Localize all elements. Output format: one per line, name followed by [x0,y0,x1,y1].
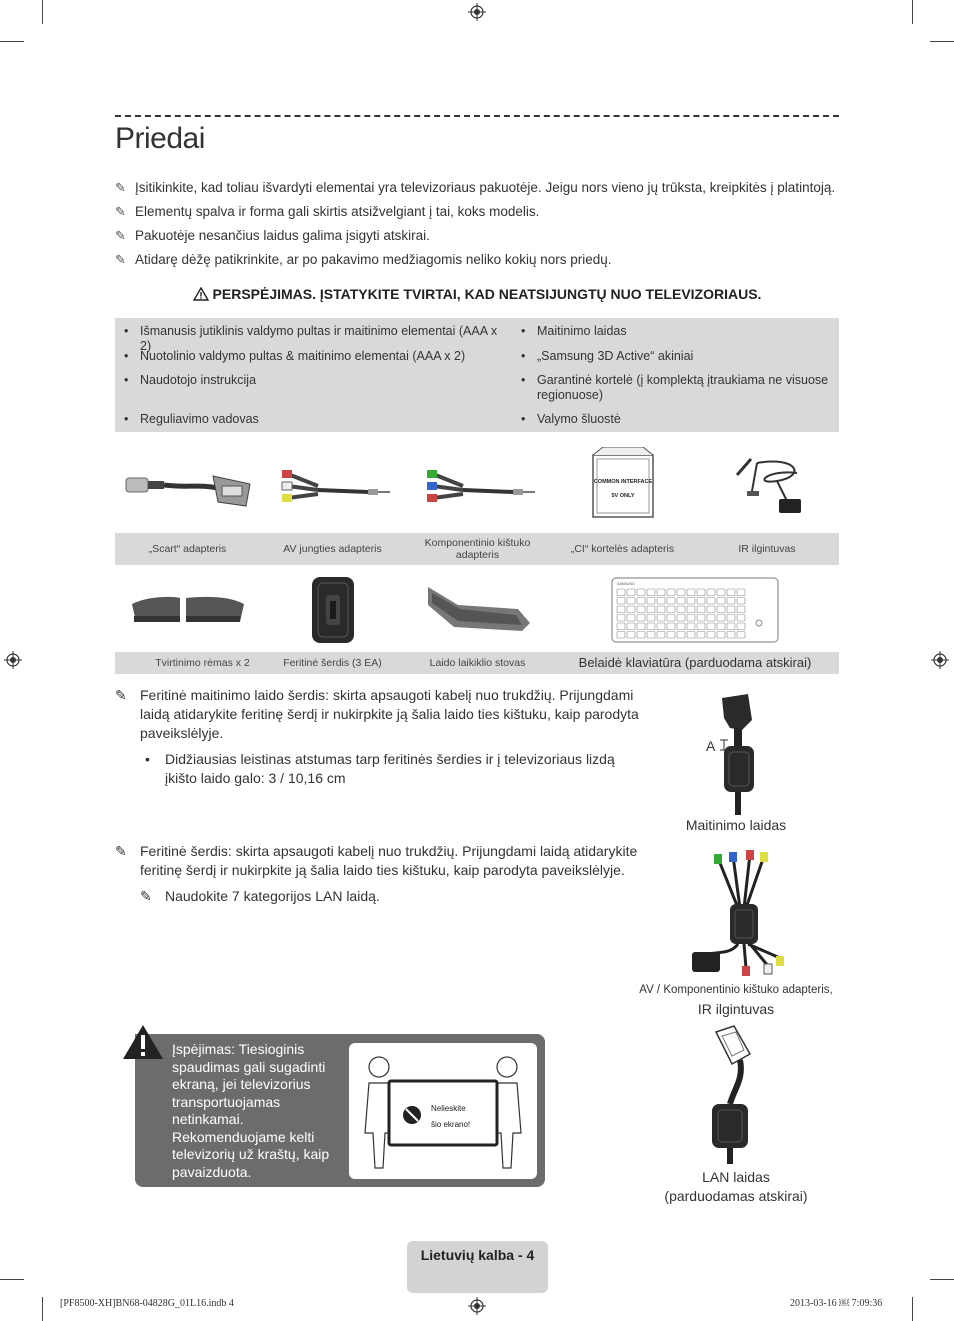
accessory-label: „CI“ kortelės adapteris [570,543,675,555]
note-item: ✎ Įsitikinkite, kad toliau išvardyti elementai yra televizoriaus pakuotėje. Jeigu nors vieno jų trūksta, kreipkitės į platintoją. [115,180,836,195]
wireless-keyboard-image [550,568,839,652]
mounting-bracket-image [115,568,260,652]
note-item: ✎ Elementų spalva ir forma gali skirtis atsižvelgiant į tai, koks modelis. [115,204,540,219]
power-cable-caption: Maitinimo laidas [685,817,787,833]
svg-text:Nelieskite: Nelieskite [431,1104,466,1113]
footer-timestamp: 2013-03-16 ￼ 7:09:36 [790,1298,883,1309]
ferrite-distance-bullet: Didžiausias leistinas atstumas tarp feritinės šerdies ir į televizoriaus lizdą įkišto laido galo: 3 / 10,16 cm [165,751,615,786]
list-item: • Nuotolinio valdymo pultas & maitinimo elementai (AAA x 2) [140,349,510,364]
accessory-label: Komponentinio kištuko adapteris [424,537,531,561]
power-cable-diagram [690,690,790,815]
pencil-note-icon: ✎ [115,687,127,703]
registration-mark-right [931,651,949,669]
warning-text: Įspėjimas: Tiesioginis spaudimas gali sugadinti ekraną, jei televizorius transportuojamas netinkamai. Rekomenduojame kelti televizorių už kraštų, kaip pavaizduota. [172,1041,330,1180]
list-item: • Garantinė kortelė (į komplektą įtraukiama ne visuose regionuose) [537,373,832,403]
accessory-label: Tvirtinimo rėmas x 2 [155,657,250,669]
pencil-note-icon: ✎ [115,843,127,859]
list-item: • Naudotojo instrukcija [140,373,510,388]
svg-text:šio ekrano!: šio ekrano! [431,1120,471,1129]
av-component-cable-diagram [688,848,788,980]
accessory-label: Laido laikiklio stovas [429,657,526,669]
pencil-note-icon: ✎ [115,228,126,243]
list-item: • Išmanusis jutiklinis valdymo pultas ir maitinimo elementai (AAA x 2) [140,324,510,354]
ferrite-core-note: Feritinė šerdis: skirta apsaugoti kabelį nuo trukdžių. Prijungdami laidą atidarykite feritinę šerdį ir nukirpkite ją šalia laido ties kištuku, kaip parodyta paveikslėlyje. [140,843,638,878]
svg-text:5V ONLY: 5V ONLY [610,493,635,499]
page-title: Priedai [115,122,205,155]
note-item: ✎ Atidarę dėžę patikrinkite, ar po pakavimo medžiagomis neliko kokių nors priedų. [115,252,612,267]
tv-handling-illustration [349,1043,537,1179]
warning-triangle-icon [193,287,209,301]
list-item: • Reguliavimo vadovas [140,412,510,427]
caution-line: PERSPĖJIMAS. ĮSTATYKITE TVIRTAI, KAD NEATSIJUNGTŲ NUO TELEVIZORIAUS. [115,286,839,302]
bullet-icon: • [145,751,150,767]
pencil-note-icon: ✎ [115,180,126,195]
av-adapter-image [260,440,405,532]
lan-caption-line2: (parduodamas atskirai) [664,1188,808,1204]
title-divider [115,115,839,117]
registration-mark-left [4,651,22,669]
ferrite-core-image [260,568,405,652]
svg-text:SAMSUNG: SAMSUNG [616,582,635,586]
accessory-label: „Scart“ adapteris [148,543,227,555]
pencil-note-icon: ✎ [115,252,126,267]
pencil-note-icon: ✎ [140,888,152,904]
list-item: • Maitinimo laidas [537,324,832,339]
accessory-label: Belaidė klaviatūra (parduodama atskirai) [578,655,812,670]
cable-holder-stand-image [405,568,550,652]
av-caption-line1: AV / Komponentinio kištuko adapteris, [639,984,833,996]
component-adapter-image [405,440,550,532]
ir-extender-image [695,440,839,532]
lan-caption-line1: LAN laidas [702,1169,770,1185]
av-caption-line2: IR ilgintuvas [697,1001,775,1017]
accessory-label: Feritinė šerdis (3 EA) [283,657,382,669]
warning-triangle-icon [122,1024,164,1060]
registration-mark-top [468,3,486,21]
diagram-label-a: A [706,738,716,754]
page-number: Lietuvių kalba - 4 [420,1247,535,1263]
list-item: • „Samsung 3D Active“ akiniai [537,349,832,364]
lan-cable-diagram [700,1024,770,1164]
accessory-label: IR ilgintuvas [738,543,796,555]
accessory-label: AV jungties adapteris [283,543,382,555]
ferrite-power-note: Feritinė maitinimo laido šerdis: skirta apsaugoti kabelį nuo trukdžių. Prijungdami laidą atidarykite feritinę šerdį ir nukirpkite ją šalia laido ties kištuku, kaip parodyta paveikslėlyje. [140,687,639,741]
registration-mark-bottom [468,1297,486,1315]
scart-adapter-image [115,440,260,532]
svg-text:COMMON INTERFACE: COMMON INTERFACE [593,479,652,485]
footer-file-info: [PF8500-XH]BN68-04828G_01L16.indb 4 [60,1298,234,1309]
pencil-note-icon: ✎ [115,204,126,219]
ci-card-adapter-image [550,440,695,532]
note-item: ✎ Pakuotėje nesančius laidus galima įsigyti atskirai. [115,228,430,243]
list-item: • Valymo šluostė [537,412,832,427]
lan-subnote: Naudokite 7 kategorijos LAN laidą. [165,888,380,904]
